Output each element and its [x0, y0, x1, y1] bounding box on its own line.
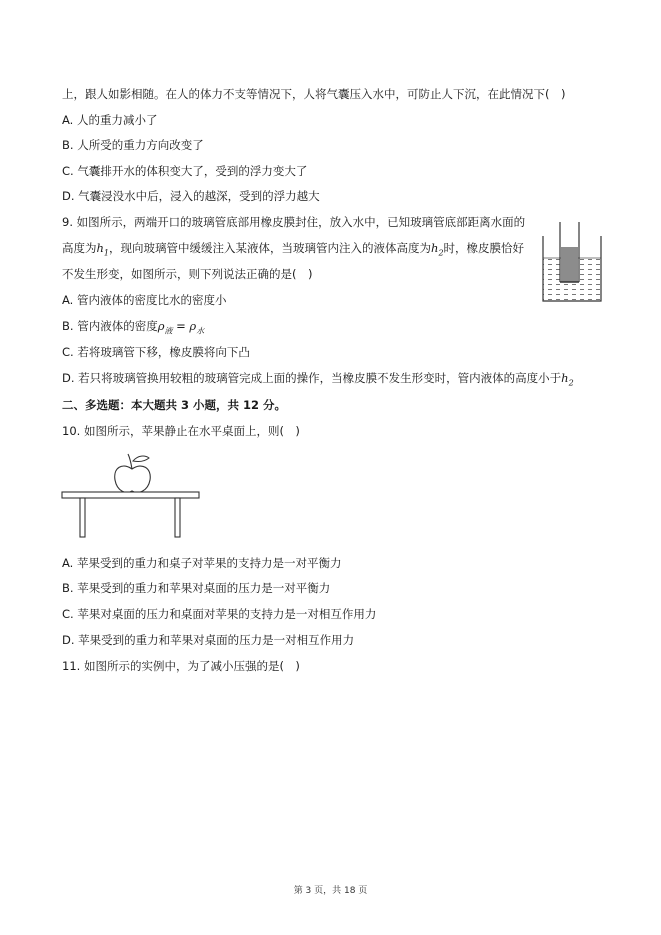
rho-liquid: $\rho_液$	[157, 319, 173, 336]
q8-stem-continued: 上，跟人如影相随。在人的体力不支等情况下，人将气囊压入水中，可防止人下沉，在此情况下( )	[62, 87, 566, 101]
h2-symbol-d: $h_2$	[561, 371, 574, 388]
q8-option-d: D. 气囊浸没水中后，浸入的越深，受到的浮力越大	[62, 189, 320, 203]
q9-option-b: B. 管内液体的密度$\rho_液 = \rho_水$	[62, 319, 205, 336]
page-footer: 第 3 页，共 18 页	[293, 886, 368, 896]
q9-stem-line3: 不发生形变，如图所示，则下列说法正确的是( )	[62, 267, 313, 281]
q10-option-b: B. 苹果受到的重力和苹果对桌面的压力是一对平衡力	[62, 581, 331, 595]
section-multiple-choice-heading: 二、多选题：本大题共 3 小题，共 12 分。	[62, 398, 287, 412]
table-leg-left	[80, 498, 85, 537]
q10-option-a: A. 苹果受到的重力和桌子对苹果的支持力是一对平衡力	[62, 556, 342, 570]
table-top	[62, 492, 199, 498]
q9-stem-line1: 9. 如图所示，两端开口的玻璃管底部用橡皮膜封住，放入水中，已知玻璃管底部距离水面的	[62, 215, 526, 229]
q8-option-a: A. 人的重力减小了	[62, 113, 158, 127]
q11-stem: 11. 如图所示的实例中，为了减小压强的是( )	[62, 659, 300, 673]
liquid-in-tube	[561, 247, 578, 282]
glass-tube-in-water-figure	[540, 222, 604, 304]
q8-option-c: C. 气囊排开水的体积变大了，受到的浮力变大了	[62, 164, 308, 178]
h2-symbol: $h_2$	[431, 241, 444, 258]
q10-stem: 10. 如图所示，苹果静止在水平桌面上，则( )	[62, 424, 300, 438]
q9-option-c: C. 若将玻璃管下移，橡皮膜将向下凸	[62, 345, 250, 359]
apple-icon	[115, 454, 151, 493]
h1-symbol: $h_1$	[96, 241, 110, 258]
apple-on-table-figure	[60, 449, 202, 541]
rho-water: $\rho_水$	[189, 319, 205, 336]
q9-option-a: A. 管内液体的密度比水的密度小	[62, 293, 227, 307]
q10-option-c: C. 苹果对桌面的压力和桌面对苹果的支持力是一对相互作用力	[62, 607, 377, 621]
q8-option-b: B. 人所受的重力方向改变了	[62, 138, 204, 152]
q10-option-d: D. 苹果受到的重力和苹果对桌面的压力是一对相互作用力	[62, 633, 355, 647]
q9-option-d: D. 若只将玻璃管换用较粗的玻璃管完成上面的操作，当橡皮膜不发生形变时，管内液体的高度小于$h_2$	[62, 371, 574, 388]
table-leg-right	[175, 498, 180, 537]
q9-stem-line2: 高度为$h_1$，现向玻璃管中缓缓注入某液体，当玻璃管内注入的液体高度为$h_2$时，橡皮膜恰好	[62, 241, 525, 258]
